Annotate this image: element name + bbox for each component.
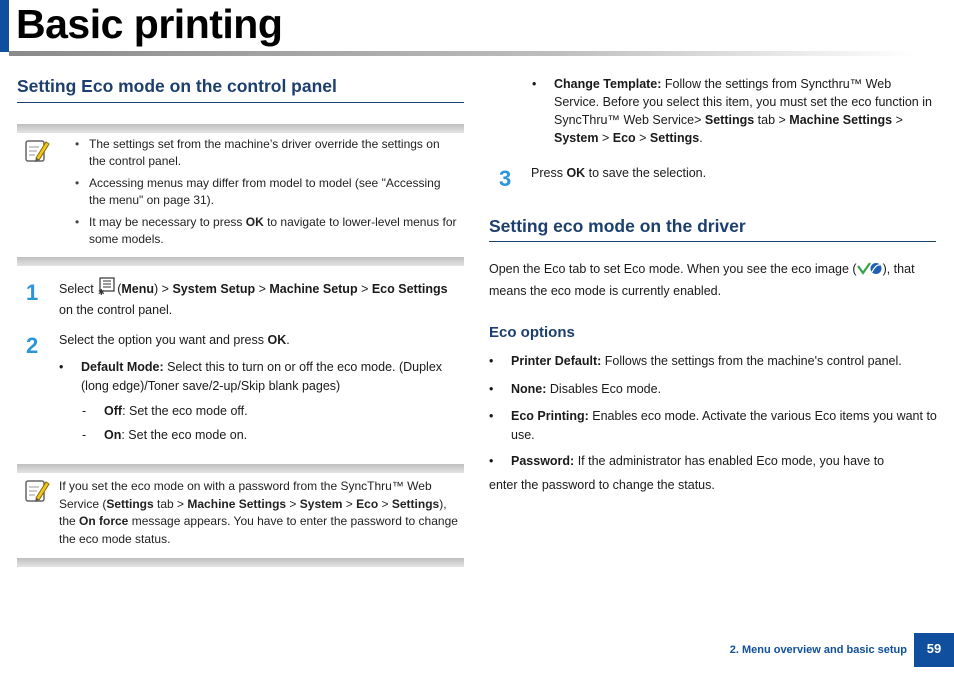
password-continuation: enter the password to change the status. — [489, 478, 715, 492]
note-2-text: If you set the eco mode on with a password from the SyncThru™ Web Service (Settings tab > Machine Settings > System > Eco > Settings), the On force message appears. You have to enter the password to change the eco mode status. — [59, 479, 458, 546]
option-password: • Password: If the administrator has enabled Eco mode, you have to — [489, 454, 885, 468]
option-eco-printing: • Eco Printing: Enables eco mode. Activate the various Eco items you want to use. — [489, 409, 937, 442]
step-number-1: 1 — [26, 280, 39, 305]
heading-rule — [17, 102, 464, 103]
step-1-text: Select ✱ (Menu) > System Setup > Machine Setup > Eco Settings on the control panel. — [59, 277, 464, 320]
note-pencil-icon — [25, 138, 51, 164]
list-item: • It may be necessary to press OK to navigate to lower-level menus for some models. — [75, 214, 459, 248]
list-item: • Accessing menus may differ from model to model (see "Accessing the menu" on page 31). — [75, 175, 459, 209]
eco-options-heading: Eco options — [489, 324, 575, 341]
note-pencil-icon — [25, 478, 51, 504]
note-1-list — [75, 136, 459, 248]
note-box-1 — [17, 124, 464, 266]
step-number-2: 2 — [26, 333, 39, 358]
list-item: • The settings set from the machine’s driver override the settings on the control panel. — [75, 136, 459, 170]
note-top-bar — [17, 124, 464, 133]
change-template-item: • Change Template: Follow the settings from Syncthru™ Web Service. Before you select this item, you must set the eco function in SyncThru™ Web Service> Settings tab > Machine Settings > System > Eco > Settings. — [532, 77, 932, 145]
step-2-intro: Select the option you want and press OK. — [59, 333, 290, 347]
note-bottom-bar — [17, 257, 464, 266]
sub-item-on: - On: Set the eco mode on. — [82, 428, 248, 442]
note-box-2 — [17, 464, 464, 567]
step-number-3: 3 — [499, 166, 512, 191]
footer-chapter: 2. Menu overview and basic setup — [729, 644, 907, 656]
section-heading-driver: Setting eco mode on the driver — [489, 216, 746, 236]
eco-leaf-icon — [857, 261, 883, 281]
header-accent-bar — [0, 0, 9, 52]
default-mode-item: • Default Mode: Select this to turn on or off the eco mode. (Duplex (long edge)/Toner save/2-up/Skip blank pages) — [59, 360, 443, 393]
menu-icon — [97, 277, 117, 301]
sub-item-off: - Off: Set the eco mode off. — [82, 404, 248, 418]
option-printer-default: • Printer Default: Follows the settings from the machine's control panel. — [489, 354, 902, 368]
heading-rule — [489, 241, 936, 242]
page-title: Basic printing — [16, 1, 283, 47]
driver-intro: Open the Eco tab to set Eco mode. When you see the eco image ( ), that means the eco mode is currently enabled. — [489, 262, 915, 298]
svg-text:✱: ✱ — [98, 288, 105, 295]
title-divider — [9, 51, 914, 56]
note-top-bar — [17, 464, 464, 473]
note-bottom-bar — [17, 558, 464, 567]
option-none: • None: Disables Eco mode. — [489, 382, 662, 396]
section-heading-control-panel: Setting Eco mode on the control panel — [17, 76, 337, 96]
page-number: 59 — [914, 633, 954, 667]
step-3-text: Press OK to save the selection. — [531, 166, 707, 180]
